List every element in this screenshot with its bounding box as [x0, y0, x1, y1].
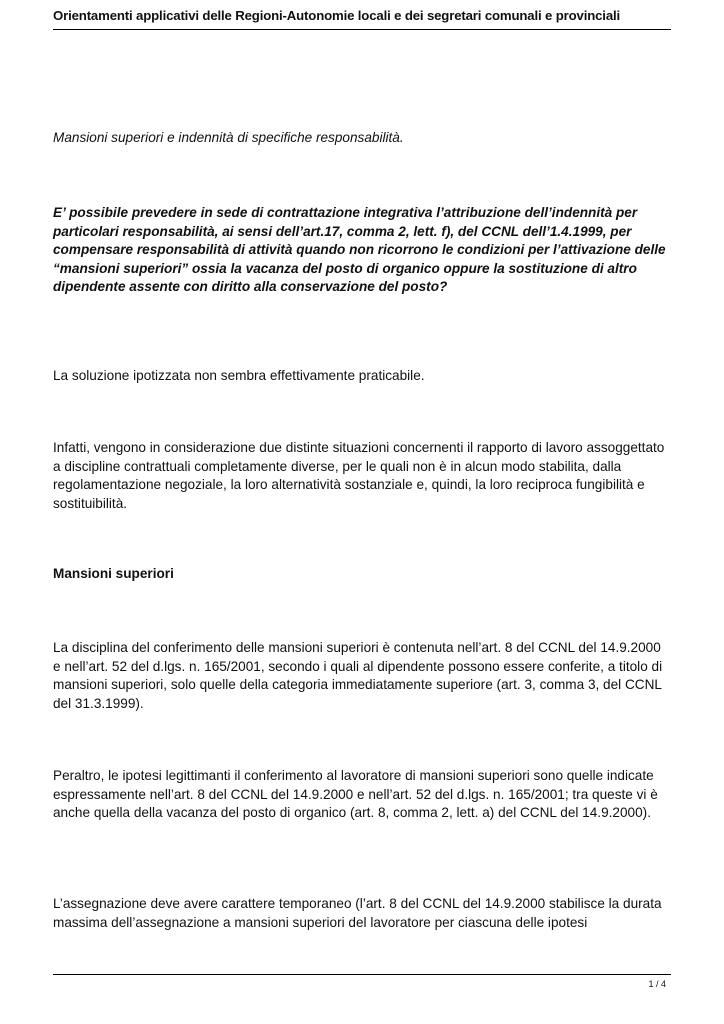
page-number: 1 / 4: [648, 979, 666, 989]
page-header-title: Orientamenti applicativi delle Regioni-Autonomie locali e dei segretari comunali e provinciali: [53, 8, 621, 23]
paragraph-disciplina: La disciplina del conferimento delle mansioni superiori è contenuta nell’art. 8 del CCNL del 14.9.2000 e nell’art. 52 del d.lgs. n. 165/2001, secondo i quali al dipendente possono essere conferite, a titolo di mansioni superiori, solo quelle della categoria immediatamente superiore (art. 3, comma 3, del CCNL del 31.3.1999).: [53, 640, 663, 711]
answer-intro: La soluzione ipotizzata non sembra effettivamente praticabile.: [53, 368, 425, 383]
subject-line: Mansioni superiori e indennità di specifiche responsabilità.: [53, 130, 404, 145]
footer-divider: [53, 974, 671, 975]
header-divider: [53, 29, 671, 30]
paragraph-ipotesi: Peraltro, le ipotesi legittimanti il conferimento al lavoratore di mansioni superiori sono quelle indicate espressamente nell’art. 8 del CCNL del 14.9.2000 e nell’art. 52 del d.lgs. n. 165/2001; tra queste vi è anche quella della vacanza del posto di organico (art. 8, comma 2, lett. a) del CCNL del 14.9.2000).: [53, 768, 658, 821]
paragraph-assegnazione: L’assegnazione deve avere carattere temporaneo (l’art. 8 del CCNL del 14.9.2000 stabilisce la durata massima dell’assegnazione a mansioni superiori del lavoratore per ciascuna delle ipotesi: [53, 896, 662, 930]
section-heading-mansioni-superiori: Mansioni superiori: [53, 566, 174, 581]
question-paragraph: E’ possibile prevedere in sede di contrattazione integrativa l’attribuzione dell’indennità per particolari responsabilità, ai sensi dell’art.17, comma 2, lett. f), del CCNL dell’1.4.1999, per compensare responsabilità di attività quando non ricorrono le condizioni per l’attivazione delle “mansioni superiori” ossia la vacanza del posto di organico oppure la sostituzione di altro dipendente assente con diritto alla conservazione del posto?: [53, 205, 666, 295]
paragraph-alternativita: Infatti, vengono in considerazione due distinte situazioni concernenti il rapporto di lavoro assoggettato a discipline contrattuali completamente diverse, per le quali non è in alcun modo stabilita, dalla regolamentazione negoziale, la loro alternatività sostanziale e, quindi, la loro reciproca fungibilità e sostituibilità.: [53, 440, 665, 511]
